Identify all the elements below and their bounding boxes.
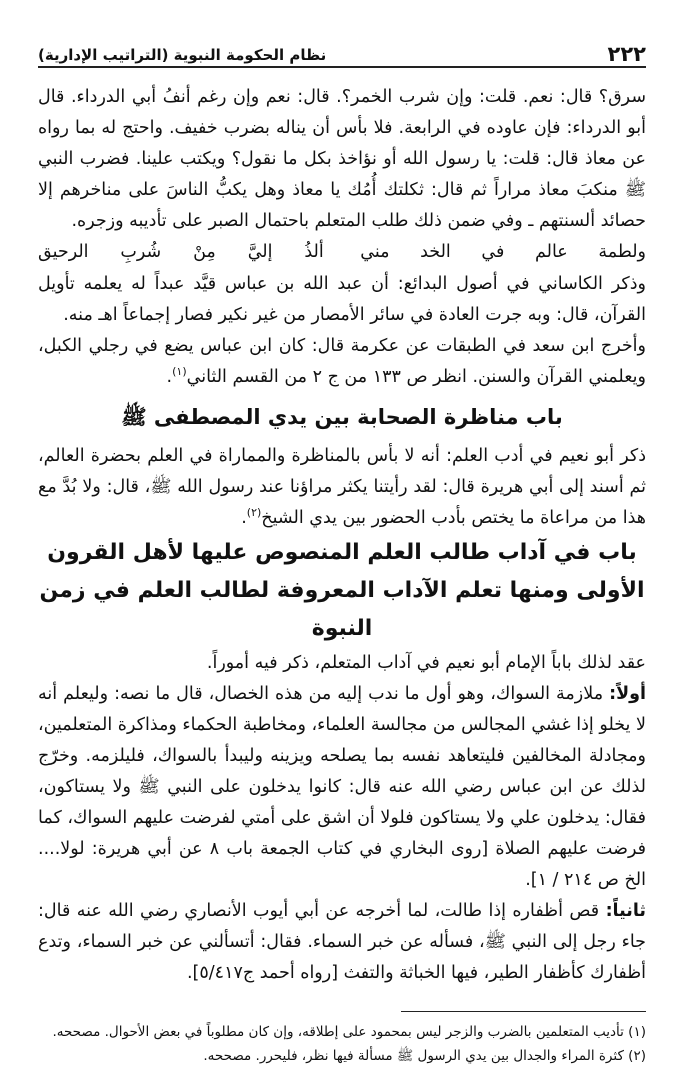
paragraph-6-text: ملازمة السواك، وهو أول ما ندب إليه من هذه الخصال، قال ما نصه: وليعلم أنه لا يخلو إذا غشي المجالس من مجالسة العلماء، ومخاطبة الحكماء ومذاكرة المتعلمين، ومجادلة المخالفين فليتعاهد نفسه بما يصلحه ويزينه وليبدأ بالسواك، فليلزمه. وخرّج لذلك عن ابن عباس رضي الله عنه قال: كانوا يدخلون على النبي ﷺ ولا يستاكون، فقال: يدخلون علي ولا يستاكون فلولا أن اشق على أمتي لفرضت عليهم السواك، كما فرضت عليهم الصلاة [روى البخاري في كتاب الجمعة باب ٨ عن أبي هريرة: لولا.... الخ ص ٢١٤ / ١]. [38, 684, 646, 890]
footnote-ref-2: (٢) [246, 506, 262, 520]
footnote-1: (١) تأديب المتعلمين بالضرب والزجر ليس بمحمود على إطلاقه، وإن كان مطلوباً في بعض الأحوال. مصححه. [52, 1024, 646, 1040]
paragraph-3-text: وأخرج ابن سعد في الطبقات عن عكرمة قال: كان ابن عباس يضع في رجلي الكبل، ويعلمني القرآن والسنن. انظر ص ١٣٣ من ج ٢ من القسم الثاني [38, 336, 646, 387]
paragraph-7-text: قص أظفاره إذا طالت، لما أخرجه عن أبي أيوب الأنصاري رضي الله عنه قال: جاء رجل إلى النبي ﷺ، فسأله عن خبر السماء. فقال: أتسألني عن خبر السماء، وتدع أظفارك كأظفار الطير، فيها الخباثة والتفث [رواه أحمد ج٥/٤١٧]. [38, 901, 646, 983]
verse-first-hemistich: ولطمة عالم في الخد مني [360, 242, 646, 262]
running-title: نظام الحكومة النبوية (التراتيب الإدارية) [38, 46, 327, 64]
point-2-label: ثانياً: [605, 901, 646, 921]
paragraph-4 [38, 441, 646, 534]
verse-second-hemistich: ألذُ إليَّ مِنْ شُربِ الرحيق [38, 242, 324, 262]
poem-verse [38, 237, 646, 267]
main-text [38, 82, 646, 989]
paragraph-5: عقد لذلك باباً الإمام أبو نعيم في آداب المتعلم، ذكر فيه أموراً. [206, 653, 646, 673]
section-heading-1: باب مناظرة الصحابة بين يدي المصطفى ﷺ [121, 405, 563, 429]
footnotes [38, 1020, 646, 1068]
paragraph-7 [38, 896, 646, 989]
paragraph-3 [38, 331, 646, 393]
footnote-ref-1: (١) [172, 365, 187, 379]
paragraph-6 [38, 679, 646, 896]
point-1-label: أولاً: [609, 684, 646, 704]
footnote-divider [401, 1011, 646, 1012]
paragraph-3-end: . [166, 367, 173, 387]
section-heading-2-line-1: باب في آداب طالب العلم المنصوص عليها لأهل القرون [47, 540, 637, 565]
page-number: ٢٢٢ [607, 42, 646, 66]
paragraph-1: سرق؟ قال: نعم. قلت: وإن شرب الخمر؟. قال: نعم وإن رغم أنفُ أبي الدرداء. قال أبو الدرداء: فإن عاوده في الرابعة. فلا بأس أن يناله بضرب خفيف. واحتج له بما رواه عن معاذ قال: قلت: يا رسول الله أو نؤاخذ بكل ما نقول؟ ويكتب علينا. فضرب النبي ﷺ منكبَ معاذ مراراً ثم قال: ثكلتك أُمُك يا معاذ وهل يكبُّ الناسَ على مناخرهم إلا حصائد ألسنتهم ـ وفي ضمن ذلك طلب المتعلم باحتمال الصبر على تأديبه وزجره. [38, 87, 646, 231]
paragraph-4-end: . [241, 508, 247, 528]
paragraph-2: وذكر الكاساني في أصول البدائع: أن عبد الله بن عباس قيَّد عبداً له يعلمه تأويل القرآن، قال: وبه جرت العادة في سائر الأمصار من غير نكير فصار إجماعاً اهـ منه. [38, 274, 646, 325]
running-header [38, 40, 646, 68]
paragraph-4-text: ذكر أبو نعيم في أدب العلم: أنه لا بأس بالمناظرة والمماراة في العلم بحضرة العالم، ثم أسند إلى أبي هريرة قال: لقد رأيتنا يكثر مراؤنا عند رسول الله ﷺ، قال: ولا بُدَّ مع هذا من مراعاة ما يختص بأدب الحضور بين يدي الشيخ [38, 446, 646, 528]
footnote-2: (٢) كثرة المراء والجدال بين يدي الرسول ﷺ مسألة فيها نظر، فليحرر. مصححه. [203, 1048, 646, 1064]
section-heading-2-line-2: الأولى ومنها تعلم الآداب المعروفة لطالب العلم في زمن النبوة [39, 578, 645, 641]
